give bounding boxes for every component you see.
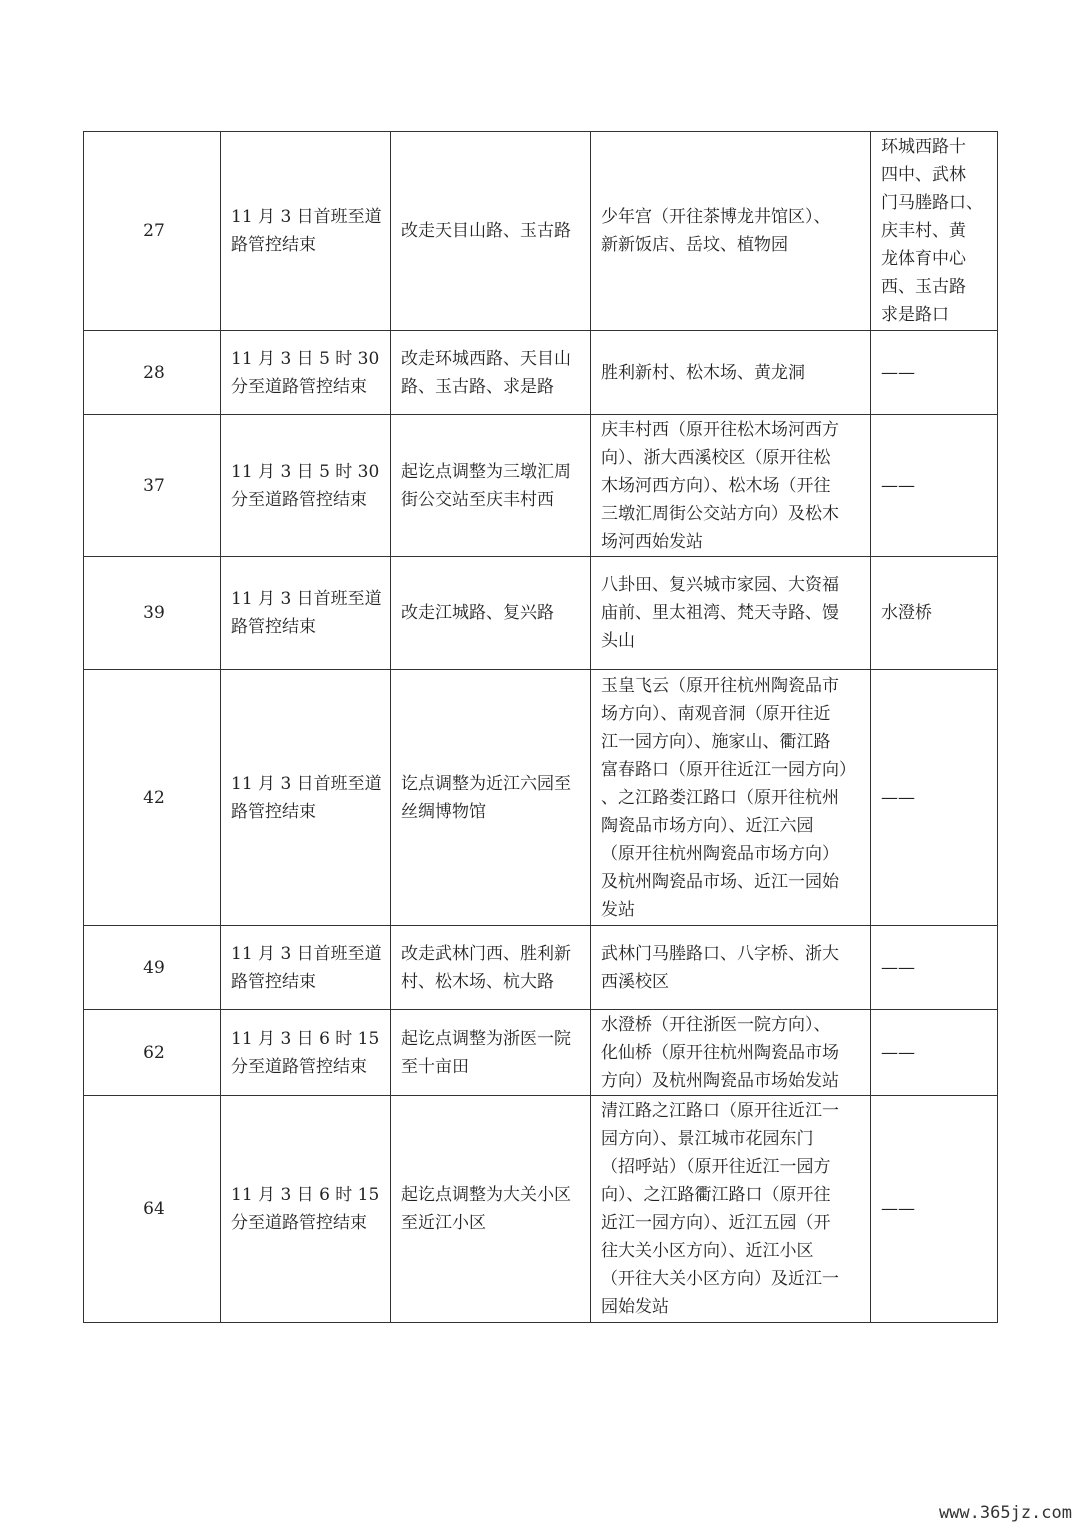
route-change: 改走环城西路、天目山 路、玉古路、求是路 xyxy=(391,331,591,415)
suspended-stops: 胜利新村、松木场、黄龙洞 xyxy=(591,331,871,415)
route-change: 讫点调整为近江六园至 丝绸博物馆 xyxy=(391,670,591,926)
temporary-stops: —— xyxy=(871,670,998,926)
table-row xyxy=(84,557,998,670)
table-row xyxy=(84,1010,998,1096)
route-number: 42 xyxy=(84,670,221,926)
table-row xyxy=(84,926,998,1010)
route-change: 起讫点调整为大关小区 至近江小区 xyxy=(391,1096,591,1323)
temporary-stops: —— xyxy=(871,1096,998,1323)
effective-time: 11 月 3 日首班至道 路管控结束 xyxy=(221,557,391,670)
watermark: www.365jz.com xyxy=(938,1503,1072,1523)
route-change: 起讫点调整为三墩汇周 街公交站至庆丰村西 xyxy=(391,415,591,557)
route-change: 改走江城路、复兴路 xyxy=(391,557,591,670)
route-number: 27 xyxy=(84,132,221,331)
route-change: 改走天目山路、玉古路 xyxy=(391,132,591,331)
suspended-stops: 庆丰村西（原开往松木场河西方 向）、浙大西溪校区（原开往松 木场河西方向）、松木场（开往 三墩汇周街公交站方向）及松木 场河西始发站 xyxy=(591,415,871,557)
temporary-stops: —— xyxy=(871,926,998,1010)
temporary-stops: 水澄桥 xyxy=(871,557,998,670)
table-row xyxy=(84,331,998,415)
temporary-stops: —— xyxy=(871,331,998,415)
table-row xyxy=(84,670,998,926)
table-row xyxy=(84,132,998,331)
effective-time: 11 月 3 日 6 时 15 分至道路管控结束 xyxy=(221,1010,391,1096)
route-number: 28 xyxy=(84,331,221,415)
temporary-stops: —— xyxy=(871,415,998,557)
route-change: 改走武林门西、胜利新 村、松木场、杭大路 xyxy=(391,926,591,1010)
table-row xyxy=(84,415,998,557)
route-adjustment-table xyxy=(83,131,998,1323)
route-number: 62 xyxy=(84,1010,221,1096)
suspended-stops: 武林门马塍路口、八字桥、浙大 西溪校区 xyxy=(591,926,871,1010)
suspended-stops: 水澄桥（开往浙医一院方向）、 化仙桥（原开往杭州陶瓷品市场 方向）及杭州陶瓷品市场始发站 xyxy=(591,1010,871,1096)
suspended-stops: 玉皇飞云（原开往杭州陶瓷品市 场方向）、南观音洞（原开往近 江一园方向）、施家山、衢江路 富春路口（原开往近江一园方向） 、之江路娄江路口（原开往杭州 陶瓷品市场方向）、近江六园 （原开往杭州陶瓷品市场方向） 及杭州陶瓷品市场、近江一园始 发站 xyxy=(591,670,871,926)
effective-time: 11 月 3 日 6 时 15 分至道路管控结束 xyxy=(221,1096,391,1323)
effective-time: 11 月 3 日 5 时 30 分至道路管控结束 xyxy=(221,331,391,415)
temporary-stops: 环城西路十 四中、武林 门马塍路口、 庆丰村、黄 龙体育中心 西、玉古路 求是路口 xyxy=(871,132,998,331)
suspended-stops: 八卦田、复兴城市家园、大资福 庙前、里太祖湾、梵天寺路、馒 头山 xyxy=(591,557,871,670)
suspended-stops: 少年宫（开往茶博龙井馆区）、 新新饭店、岳坟、植物园 xyxy=(591,132,871,331)
suspended-stops: 清江路之江路口（原开往近江一 园方向）、景江城市花园东门 （招呼站）（原开往近江一园方 向）、之江路衢江路口（原开往 近江一园方向）、近江五园（开 往大关小区方向）、近江小区 （开往大关小区方向）及近江一 园始发站 xyxy=(591,1096,871,1323)
effective-time: 11 月 3 日首班至道 路管控结束 xyxy=(221,670,391,926)
effective-time: 11 月 3 日首班至道 路管控结束 xyxy=(221,926,391,1010)
effective-time: 11 月 3 日首班至道 路管控结束 xyxy=(221,132,391,331)
route-change: 起讫点调整为浙医一院 至十亩田 xyxy=(391,1010,591,1096)
route-number: 39 xyxy=(84,557,221,670)
temporary-stops: —— xyxy=(871,1010,998,1096)
effective-time: 11 月 3 日 5 时 30 分至道路管控结束 xyxy=(221,415,391,557)
route-number: 49 xyxy=(84,926,221,1010)
route-number: 64 xyxy=(84,1096,221,1323)
route-number: 37 xyxy=(84,415,221,557)
table-row xyxy=(84,1096,998,1323)
